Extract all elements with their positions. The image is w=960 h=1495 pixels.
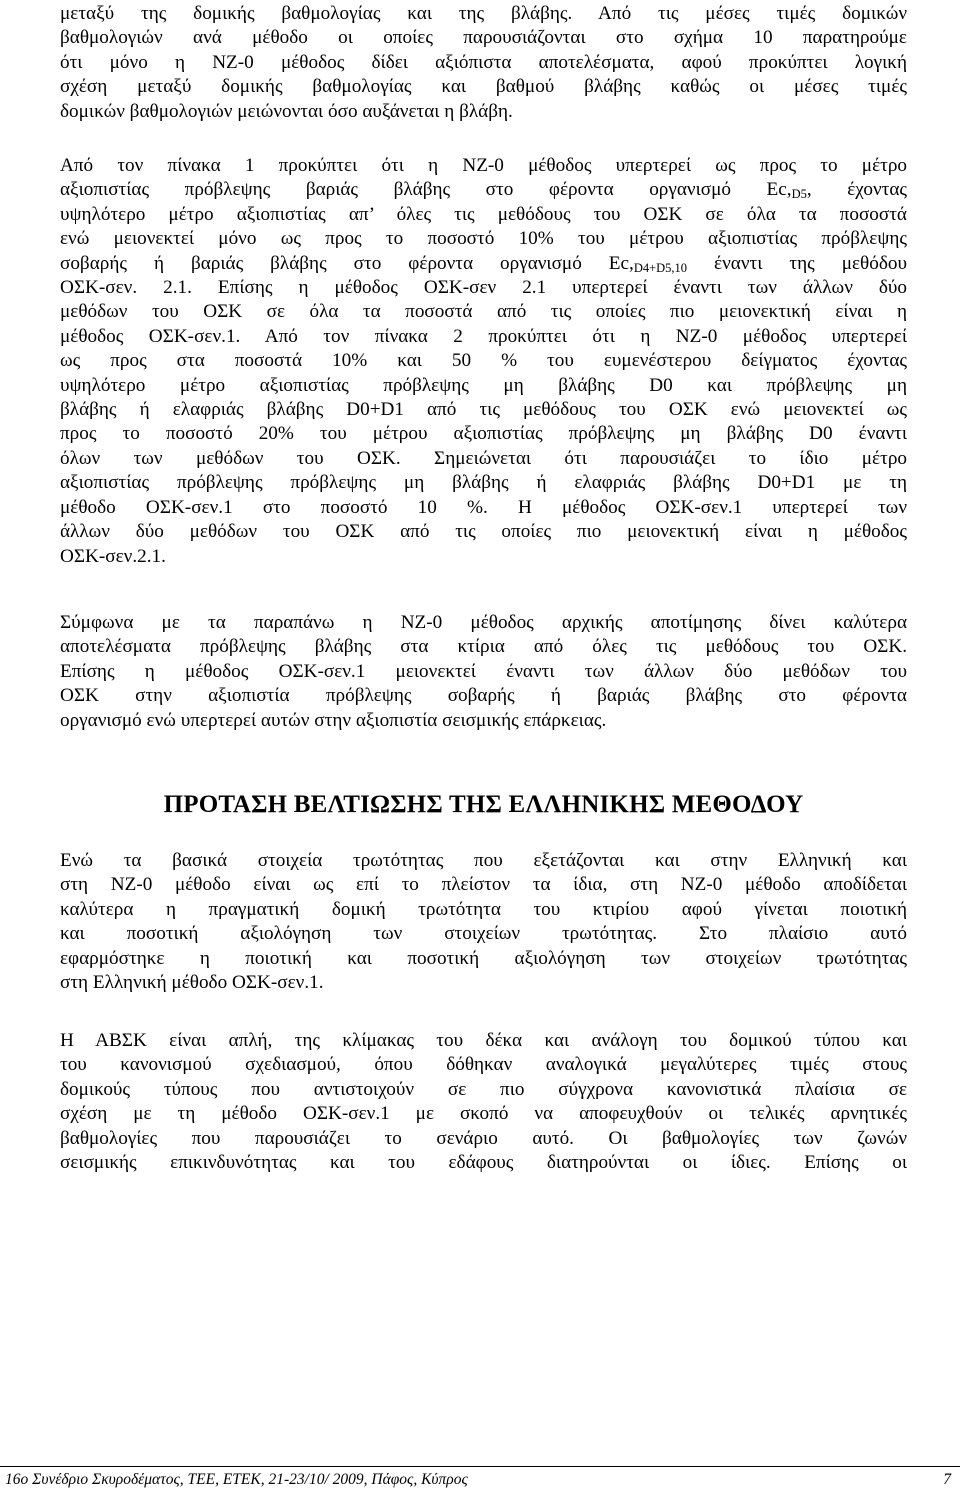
footer-conference: 16ο Συνέδριο Σκυροδέματος, ΤΕΕ, ΕΤΕΚ, 21-23/10/ 2009, Πάφος, Κύπρος xyxy=(5,1471,468,1488)
text-line: υψηλότερο μέτρο αξιοπιστίας απ’ όλες τις μεθόδους του ΟΣΚ σε όλα τα ποσοστά xyxy=(60,203,907,225)
text-fragment: αξιοπιστίας πρόβλεψης βαριάς βλάβης στο φέροντα οργανισμό Ec, xyxy=(60,179,792,201)
paragraph-4 xyxy=(60,849,907,995)
text-line: ως προς στα ποσοστά 10% και 50 % του ευμενέστερου δείγματος έχοντας xyxy=(60,350,907,372)
text-line: σεισμικής επικινδυνότητας και του εδάφους διατηρούνται οι ίδιες. Επίσης οι xyxy=(60,1152,907,1174)
paragraph-3 xyxy=(60,611,907,733)
text-line: δομικούς τύπους που αντιστοιχούν σε πιο σύγχρονα κανονιστικά πλαίσια σε xyxy=(60,1078,907,1100)
text-line: του κανονισμού σχεδιασμού, όπου δόθηκαν αναλογικά μεγαλύτερες τιμές στους xyxy=(60,1054,907,1076)
page-number: 7 xyxy=(943,1471,951,1488)
text-line: προς το ποσοστό 20% του μέτρου αξιοπιστίας πρόβλεψης μη βλάβης D0 έναντι xyxy=(60,423,907,445)
text-line: μεθόδων του ΟΣΚ σε όλα τα ποσοστά από τις οποίες πιο μειονεκτική είναι η xyxy=(60,301,907,323)
text-line: σχέση μεταξύ δομικής βαθμολογίας και βαθμού βλάβης καθώς οι μέσες τιμές xyxy=(60,76,907,98)
paragraph-1 xyxy=(60,2,907,124)
text-line xyxy=(60,252,907,276)
text-line: Η ΑΒΣΚ είναι απλή, της κλίμακας του δέκα και ανάλογη του δομικού τύπου και xyxy=(60,1030,907,1051)
text-line: βλάβης ή ελαφριάς βλάβης D0+D1 από τις μεθόδους του ΟΣΚ ενώ μειονεκτεί ως xyxy=(60,399,907,421)
text-line: καλύτερα η πραγματική δομική τρωτότητα του κτιρίου αφού γίνεται ποιοτική xyxy=(60,898,907,920)
text-line: μεταξύ της δομικής βαθμολογίας και της βλάβης. Από τις μέσες τιμές δομικών xyxy=(60,3,907,24)
text-line: Από τον πίνακα 1 προκύπτει ότι η ΝΖ-0 μέθοδος υπερτερεί ως προς το μέτρο xyxy=(60,155,907,176)
text-line: υψηλότερο μέτρο αξιοπιστίας πρόβλεψης μη βλάβης D0 και πρόβλεψης μη xyxy=(60,374,907,396)
subscript: D4+D5,10 xyxy=(633,260,688,275)
paragraph-2 xyxy=(60,154,907,569)
text-line: βαθμολογιών ανά μέθοδο οι οποίες παρουσιάζονται στο σχήμα 10 παρατηρούμε xyxy=(60,27,907,49)
text-line: δομικών βαθμολογιών μειώνονται όσο αυξάνεται η βλάβη. xyxy=(60,100,513,122)
text-line: και ποσοτική αξιολόγηση των στοιχείων τρωτότητας. Στο πλαίσιο αυτό xyxy=(60,923,907,945)
text-line: ότι μόνο η ΝΖ-0 μέθοδος δίδει αξιόπιστα αποτελέσματα, αφού προκύπτει λογική xyxy=(60,51,907,73)
text-line: σχέση με τη μέθοδο ΟΣΚ-σεν.1 με σκοπό να αποφευχθούν οι τελικές αρνητικές xyxy=(60,1103,907,1125)
text-fragment: σοβαρής ή βαριάς βλάβης στο φέροντα οργανισμό Ec, xyxy=(60,252,634,274)
text-fragment: έναντι της μεθόδου xyxy=(687,252,907,274)
text-line: Σύμφωνα με τα παραπάνω η ΝΖ-0 μέθοδος αρχικής αποτίμησης δίνει καλύτερα xyxy=(60,612,907,633)
text-fragment: , έχοντας xyxy=(806,179,907,201)
text-line: ΟΣΚ στην αξιοπιστία πρόβλεψης σοβαρής ή βαριάς βλάβης στο φέροντα xyxy=(60,685,907,707)
text-line: μέθοδος ΟΣΚ-σεν.1. Από τον πίνακα 2 προκύπτει ότι η ΝΖ-0 μέθοδος υπερτερεί xyxy=(60,325,907,347)
text-line: αποτελέσματα πρόβλεψης βλάβης στα κτίρια από όλες τις μεθόδους του ΟΣΚ. xyxy=(60,636,907,658)
text-line: Επίσης η μέθοδος ΟΣΚ-σεν.1 μειονεκτεί έναντι των άλλων δύο μεθόδων του xyxy=(60,660,907,682)
text-line: οργανισμό ενώ υπερτερεί αυτών στην αξιοπιστία σεισμικής επάρκειας. xyxy=(60,709,607,731)
text-line: όλων των μεθόδων του ΟΣΚ. Σημειώνεται ότι παρουσιάζει το ίδιο μέτρο xyxy=(60,447,907,469)
text-line: ΟΣΚ-σεν.2.1. xyxy=(60,545,166,567)
text-line: Ενώ τα βασικά στοιχεία τρωτότητας που εξετάζονται και στην Ελληνική και xyxy=(60,850,907,871)
footer-divider xyxy=(0,1466,960,1467)
section-heading: ΠΡΟΤΑΣΗ ΒΕΛΤΙΩΣΗΣ ΤΗΣ ΕΛΛΗΝΙΚΗΣ ΜΕΘΟΔΟΥ xyxy=(163,791,804,818)
text-line: ΟΣΚ-σεν. 2.1. Επίσης η μέθοδος ΟΣΚ-σεν 2.1 υπερτερεί έναντι των άλλων δύο xyxy=(60,277,907,299)
subscript: D5 xyxy=(791,187,807,202)
text-line xyxy=(60,178,907,202)
text-line: αξιοπιστίας πρόβλεψης πρόβλεψης μη βλάβης ή ελαφριάς βλάβης D0+D1 με τη xyxy=(60,472,907,494)
text-line: βαθμολογίες που παρουσιάζει το σενάριο αυτό. Οι βαθμολογίες των ζωνών xyxy=(60,1127,907,1149)
text-line: μέθοδο ΟΣΚ-σεν.1 στο ποσοστό 10 %. Η μέθοδος ΟΣΚ-σεν.1 υπερτερεί των xyxy=(60,496,907,518)
text-line: εφαρμόστηκε η ποιοτική και ποσοτική αξιολόγηση των στοιχείων τρωτότητας xyxy=(60,947,907,969)
text-line: ενώ μειονεκτεί μόνο ως προς το ποσοστό 10% του μέτρου αξιοπιστίας πρόβλεψης xyxy=(60,228,907,250)
paragraph-5 xyxy=(60,1029,907,1175)
text-line: άλλων δύο μεθόδων του ΟΣΚ από τις οποίες πιο μειονεκτική είναι η μέθοδος xyxy=(60,521,907,543)
text-line: στη ΝΖ-0 μέθοδο είναι ως επί το πλείστον τα ίδια, στη ΝΖ-0 μέθοδο αποδίδεται xyxy=(60,874,907,896)
text-line: στη Ελληνική μέθοδο ΟΣΚ-σεν.1. xyxy=(60,972,324,994)
